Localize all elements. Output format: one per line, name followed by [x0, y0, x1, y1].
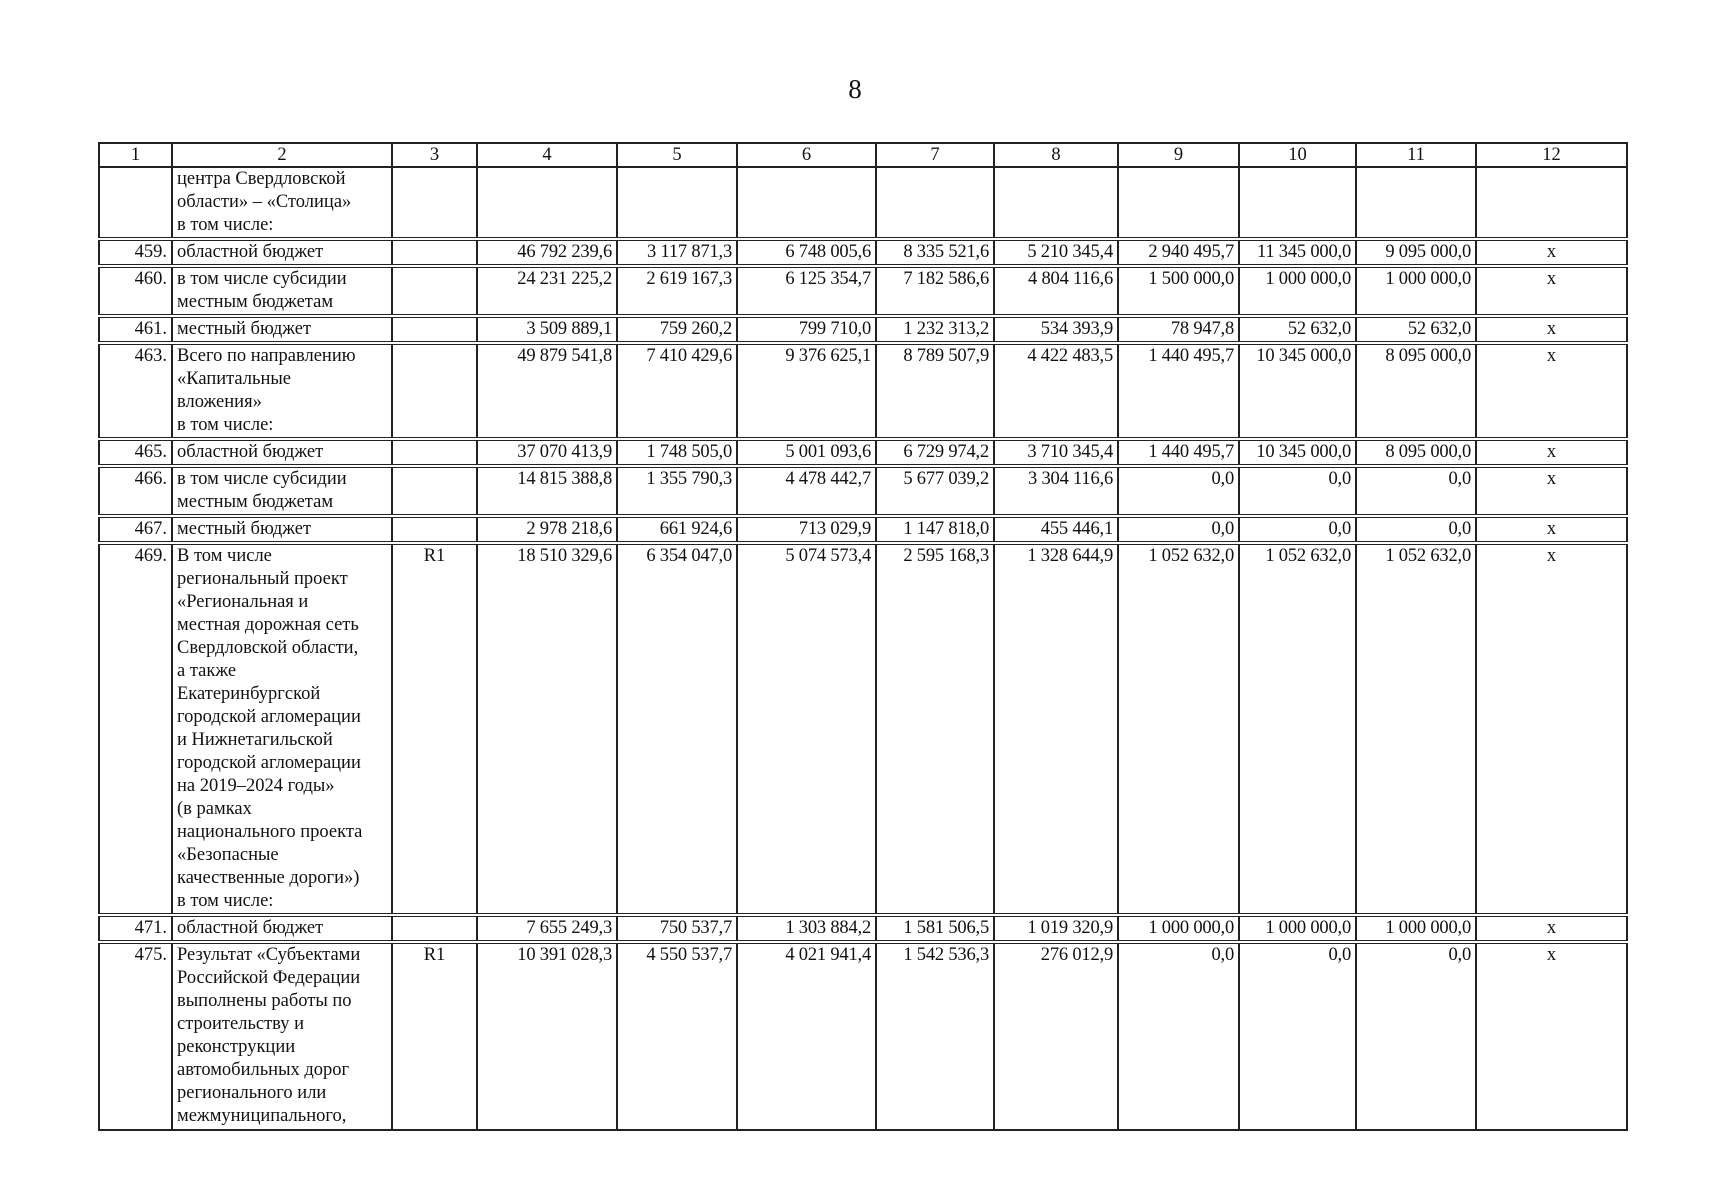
amount-cell [737, 167, 876, 239]
description-cell: В том числе региональный проект «Региональная и местная дорожная сеть Свердловской области, а также Екатеринбургской городской агломерации и Нижнетагильской городской агломерации на 2019–2024 годы» (в рамках национального проекта «Безопасные качественные дороги») в том числе: [172, 543, 392, 915]
column-header: 1 [99, 143, 172, 167]
amount-cell: 0,0 [1356, 516, 1476, 543]
amount-cell: 1 232 313,2 [876, 316, 994, 343]
table-row [99, 516, 1627, 543]
amount-cell: 759 260,2 [617, 316, 737, 343]
row-number-cell: 475. [99, 942, 172, 1130]
amount-cell: 1 000 000,0 [1118, 915, 1239, 942]
column-header: 12 [1476, 143, 1627, 167]
column-header: 11 [1356, 143, 1476, 167]
amount-cell: 1 000 000,0 [1356, 915, 1476, 942]
table-row [99, 439, 1627, 466]
amount-cell: 9 095 000,0 [1356, 239, 1476, 266]
amount-cell: 534 393,9 [994, 316, 1118, 343]
amount-cell: 5 677 039,2 [876, 466, 994, 516]
amount-cell: 661 924,6 [617, 516, 737, 543]
amount-cell: 11 345 000,0 [1239, 239, 1356, 266]
amount-cell: 1 328 644,9 [994, 543, 1118, 915]
description-cell: областной бюджет [172, 915, 392, 942]
amount-cell: 0,0 [1239, 466, 1356, 516]
amount-cell: 8 789 507,9 [876, 343, 994, 439]
column-header: 9 [1118, 143, 1239, 167]
column-header: 2 [172, 143, 392, 167]
amount-cell: 0,0 [1118, 466, 1239, 516]
column-header: 7 [876, 143, 994, 167]
amount-cell: 713 029,9 [737, 516, 876, 543]
amount-cell: 1 440 495,7 [1118, 439, 1239, 466]
amount-cell: 3 304 116,6 [994, 466, 1118, 516]
amount-cell: 1 000 000,0 [1239, 915, 1356, 942]
amount-cell: 1 581 506,5 [876, 915, 994, 942]
amount-cell [876, 167, 994, 239]
amount-cell: 5 074 573,4 [737, 543, 876, 915]
amount-cell: 750 537,7 [617, 915, 737, 942]
column-number-row [99, 143, 1627, 167]
amount-cell: 7 182 586,6 [876, 266, 994, 316]
mark-cell [1476, 167, 1627, 239]
code-cell [392, 343, 477, 439]
amount-cell: 1 500 000,0 [1118, 266, 1239, 316]
mark-cell: х [1476, 466, 1627, 516]
amount-cell: 7 410 429,6 [617, 343, 737, 439]
table-row [99, 316, 1627, 343]
amount-cell: 6 748 005,6 [737, 239, 876, 266]
amount-cell: 10 345 000,0 [1239, 343, 1356, 439]
table-row [99, 266, 1627, 316]
amount-cell: 1 052 632,0 [1356, 543, 1476, 915]
mark-cell: х [1476, 343, 1627, 439]
amount-cell: 14 815 388,8 [477, 466, 617, 516]
amount-cell: 1 303 884,2 [737, 915, 876, 942]
description-cell: в том числе субсидии местным бюджетам [172, 266, 392, 316]
amount-cell: 4 804 116,6 [994, 266, 1118, 316]
amount-cell: 0,0 [1118, 516, 1239, 543]
row-number-cell: 463. [99, 343, 172, 439]
code-cell [392, 516, 477, 543]
amount-cell: 8 095 000,0 [1356, 439, 1476, 466]
amount-cell [1239, 167, 1356, 239]
row-number-cell: 469. [99, 543, 172, 915]
column-header: 6 [737, 143, 876, 167]
amount-cell: 1 000 000,0 [1239, 266, 1356, 316]
mark-cell: х [1476, 266, 1627, 316]
description-cell: областной бюджет [172, 439, 392, 466]
amount-cell: 8 095 000,0 [1356, 343, 1476, 439]
amount-cell: 3 117 871,3 [617, 239, 737, 266]
mark-cell: х [1476, 239, 1627, 266]
budget-table [98, 142, 1628, 1131]
amount-cell: 78 947,8 [1118, 316, 1239, 343]
amount-cell: 6 354 047,0 [617, 543, 737, 915]
code-cell [392, 167, 477, 239]
mark-cell: х [1476, 316, 1627, 343]
amount-cell: 3 710 345,4 [994, 439, 1118, 466]
column-header: 4 [477, 143, 617, 167]
amount-cell: 2 978 218,6 [477, 516, 617, 543]
row-number-cell: 466. [99, 466, 172, 516]
amount-cell [994, 167, 1118, 239]
page-number: 8 [848, 74, 862, 104]
code-cell [392, 466, 477, 516]
code-cell [392, 266, 477, 316]
amount-cell: 455 446,1 [994, 516, 1118, 543]
code-cell: R1 [392, 543, 477, 915]
column-header: 3 [392, 143, 477, 167]
row-number-cell: 471. [99, 915, 172, 942]
amount-cell: 4 422 483,5 [994, 343, 1118, 439]
amount-cell: 52 632,0 [1239, 316, 1356, 343]
amount-cell [617, 167, 737, 239]
row-number-cell [99, 167, 172, 239]
amount-cell [1356, 167, 1476, 239]
code-cell [392, 439, 477, 466]
description-cell: местный бюджет [172, 316, 392, 343]
mark-cell: х [1476, 439, 1627, 466]
table-row [99, 915, 1627, 942]
amount-cell: 10 345 000,0 [1239, 439, 1356, 466]
amount-cell: 4 550 537,7 [617, 942, 737, 1130]
amount-cell: 1 052 632,0 [1118, 543, 1239, 915]
amount-cell: 5 210 345,4 [994, 239, 1118, 266]
table-row [99, 466, 1627, 516]
amount-cell: 1 748 505,0 [617, 439, 737, 466]
amount-cell: 8 335 521,6 [876, 239, 994, 266]
amount-cell: 10 391 028,3 [477, 942, 617, 1130]
amount-cell: 1 355 790,3 [617, 466, 737, 516]
amount-cell: 1 440 495,7 [1118, 343, 1239, 439]
amount-cell: 1 019 320,9 [994, 915, 1118, 942]
code-cell [392, 239, 477, 266]
amount-cell: 52 632,0 [1356, 316, 1476, 343]
row-number-cell: 461. [99, 316, 172, 343]
amount-cell: 0,0 [1356, 942, 1476, 1130]
amount-cell: 3 509 889,1 [477, 316, 617, 343]
amount-cell: 18 510 329,6 [477, 543, 617, 915]
amount-cell: 46 792 239,6 [477, 239, 617, 266]
description-cell: областной бюджет [172, 239, 392, 266]
amount-cell: 0,0 [1239, 942, 1356, 1130]
table-row [99, 239, 1627, 266]
amount-cell: 2 619 167,3 [617, 266, 737, 316]
amount-cell: 276 012,9 [994, 942, 1118, 1130]
amount-cell: 0,0 [1356, 466, 1476, 516]
amount-cell [1118, 167, 1239, 239]
row-number-cell: 467. [99, 516, 172, 543]
amount-cell: 1 000 000,0 [1356, 266, 1476, 316]
amount-cell: 2 595 168,3 [876, 543, 994, 915]
code-cell [392, 316, 477, 343]
code-cell: R1 [392, 942, 477, 1130]
mark-cell: х [1476, 915, 1627, 942]
mark-cell: х [1476, 516, 1627, 543]
description-cell: центра Свердловской области» – «Столица» в том числе: [172, 167, 392, 239]
amount-cell: 2 940 495,7 [1118, 239, 1239, 266]
amount-cell: 4 021 941,4 [737, 942, 876, 1130]
mark-cell: х [1476, 942, 1627, 1130]
amount-cell: 6 729 974,2 [876, 439, 994, 466]
amount-cell: 4 478 442,7 [737, 466, 876, 516]
amount-cell: 1 052 632,0 [1239, 543, 1356, 915]
amount-cell: 7 655 249,3 [477, 915, 617, 942]
description-cell: местный бюджет [172, 516, 392, 543]
column-header: 5 [617, 143, 737, 167]
amount-cell: 6 125 354,7 [737, 266, 876, 316]
amount-cell: 9 376 625,1 [737, 343, 876, 439]
amount-cell: 1 542 536,3 [876, 942, 994, 1130]
amount-cell: 0,0 [1239, 516, 1356, 543]
amount-cell [477, 167, 617, 239]
table-row [99, 167, 1627, 239]
row-number-cell: 460. [99, 266, 172, 316]
amount-cell: 37 070 413,9 [477, 439, 617, 466]
description-cell: Результат «Субъектами Российской Федерации выполнены работы по строительству и реконструкции автомобильных дорог регионального или межмуниципального, [172, 942, 392, 1130]
table-body [99, 167, 1627, 1130]
code-cell [392, 915, 477, 942]
table-row [99, 343, 1627, 439]
description-cell: в том числе субсидии местным бюджетам [172, 466, 392, 516]
amount-cell: 1 147 818,0 [876, 516, 994, 543]
row-number-cell: 465. [99, 439, 172, 466]
row-number-cell: 459. [99, 239, 172, 266]
amount-cell: 24 231 225,2 [477, 266, 617, 316]
amount-cell: 5 001 093,6 [737, 439, 876, 466]
column-header: 10 [1239, 143, 1356, 167]
table-row [99, 942, 1627, 1130]
amount-cell: 49 879 541,8 [477, 343, 617, 439]
description-cell: Всего по направлению «Капитальные вложения» в том числе: [172, 343, 392, 439]
amount-cell: 799 710,0 [737, 316, 876, 343]
amount-cell: 0,0 [1118, 942, 1239, 1130]
mark-cell: х [1476, 543, 1627, 915]
column-header: 8 [994, 143, 1118, 167]
table-row [99, 543, 1627, 915]
